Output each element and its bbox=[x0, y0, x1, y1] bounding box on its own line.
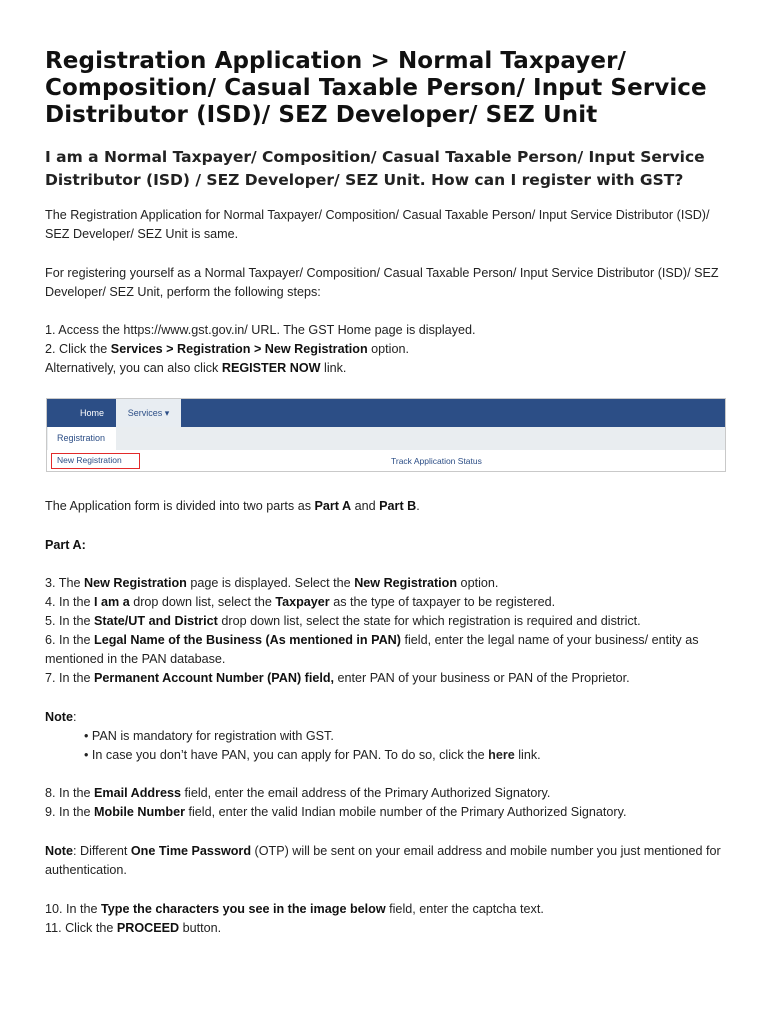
new-registration-highlight: New Registration bbox=[51, 453, 140, 469]
note-bullet-2: • In case you don’t have PAN, you can apply for PAN. To do so, click the here link. bbox=[84, 748, 541, 762]
alternative-note: Alternatively, you can also click REGISTER NOW link. bbox=[45, 361, 347, 375]
step-11: 11. Click the PROCEED button. bbox=[45, 921, 222, 935]
nav-home: Home bbox=[79, 408, 104, 418]
gst-portal-screenshot bbox=[46, 398, 726, 472]
intro-paragraph: The Registration Application for Normal Taxpayer/ Composition/ Casual Taxable Person/ Input Service Distributor (ISD)/ SEZ Developer/ SEZ Unit is same. bbox=[45, 208, 710, 241]
note-bullet-1: • PAN is mandatory for registration with GST. bbox=[84, 729, 334, 743]
step-9: 9. In the Mobile Number field, enter the valid Indian mobile number of the Primary Authorized Signatory. bbox=[45, 805, 627, 819]
step-5: 5. In the State/UT and District drop down list, select the state for which registration is required and district. bbox=[45, 614, 641, 628]
step-7: 7. In the Permanent Account Number (PAN) field, enter PAN of your business or PAN of the Proprietor. bbox=[45, 671, 630, 685]
parts-paragraph: The Application form is divided into two parts as Part A and Part B. bbox=[45, 499, 420, 513]
portal-sub-bar bbox=[47, 427, 725, 450]
step-2: 2. Click the Services > Registration > New Registration option. bbox=[45, 342, 409, 356]
step-10: 10. In the Type the characters you see in the image below field, enter the captcha text. bbox=[45, 902, 544, 916]
sub-registration: Registration bbox=[48, 427, 116, 450]
step-3: 3. The New Registration page is displayed. Select the New Registration option. bbox=[45, 576, 499, 590]
step-6: 6. In the Legal Name of the Business (As mentioned in PAN) field, enter the legal name of your business/ entity as mentioned in the PAN database. bbox=[45, 633, 699, 666]
part-a-heading: Part A: bbox=[45, 538, 86, 552]
nav-services: Services ▾ bbox=[116, 399, 181, 427]
step-1: 1. Access the https://www.gst.gov.in/ URL. The GST Home page is displayed. bbox=[45, 323, 476, 337]
page-title: Registration Application > Normal Taxpayer/ Composition/ Casual Taxable Person/ Input Service Distributor (ISD)/ SEZ Developer/ SEZ Unit bbox=[45, 48, 707, 128]
otp-note: Note: Different One Time Password (OTP) will be sent on your email address and mobile number you just mentioned for authentication. bbox=[45, 844, 721, 877]
note-label: Note: bbox=[45, 710, 77, 724]
steps-intro-paragraph: For registering yourself as a Normal Taxpayer/ Composition/ Casual Taxable Person/ Input Service Distributor (ISD)/ SEZ Developer/ SEZ Unit, perform the following steps: bbox=[45, 266, 719, 299]
track-application-status: Track Application Status bbox=[391, 456, 482, 466]
question-heading: I am a Normal Taxpayer/ Composition/ Casual Taxable Person/ Input Service Distributor (ISD) / SEZ Developer/ SEZ Unit. How can I register with GST? bbox=[45, 148, 705, 189]
portal-menu-row bbox=[47, 450, 725, 471]
step-4: 4. In the I am a drop down list, select the Taxpayer as the type of taxpayer to be registered. bbox=[45, 595, 556, 609]
step-8: 8. In the Email Address field, enter the email address of the Primary Authorized Signatory. bbox=[45, 786, 551, 800]
